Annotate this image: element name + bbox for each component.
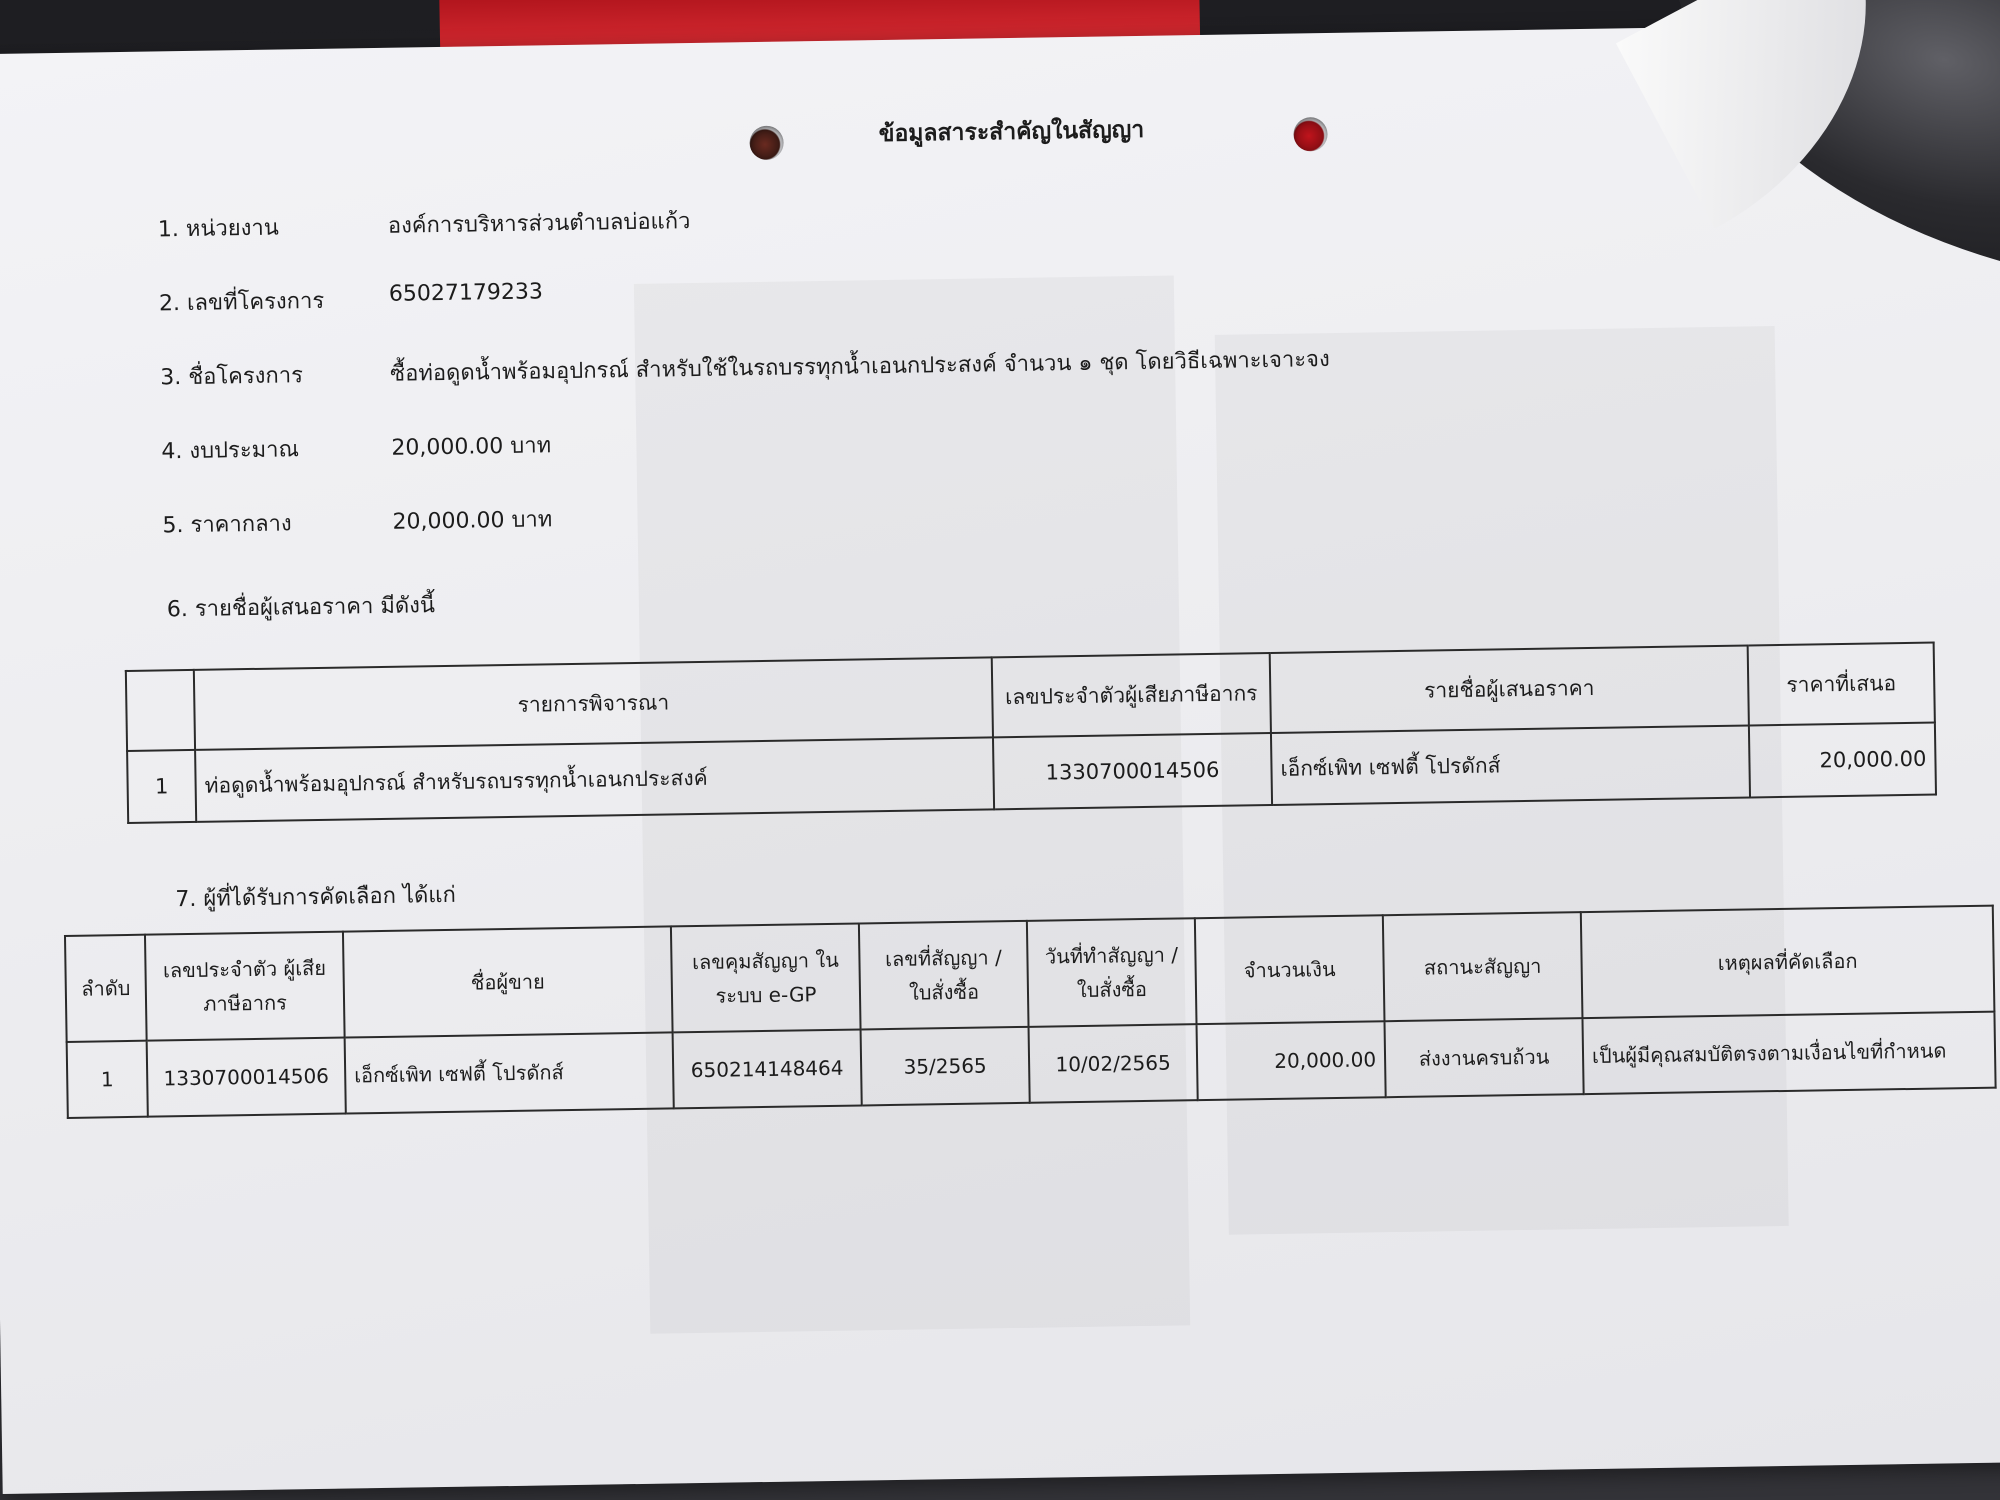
field-label: 1. หน่วยงาน xyxy=(157,215,279,243)
table-header-cell: เหตุผลที่คัดเลือก xyxy=(1581,906,1995,1018)
table-header-cell: เลขคุมสัญญา ในระบบ e-GP xyxy=(671,923,861,1032)
table-header-cell: สถานะสัญญา xyxy=(1383,912,1583,1021)
table-cell: ส่งงานครบถ้วน xyxy=(1384,1018,1583,1097)
table-header-cell: วันที่ทำสัญญา / ใบสั่งซื้อ xyxy=(1027,918,1197,1027)
table-header-cell: รายการพิจารณา xyxy=(194,657,993,750)
field-label: 2. เลขที่โครงการ xyxy=(158,288,325,317)
table-cell: 650214148464 xyxy=(673,1029,862,1108)
table-cell: 1 xyxy=(67,1041,148,1118)
table-header-cell: ราคาที่เสนอ xyxy=(1748,643,1935,726)
field-value: 20,000.00 บาท xyxy=(391,433,552,461)
table-cell: 20,000.00 xyxy=(1197,1021,1386,1100)
table-cell: ท่อดูดน้ำพร้อมอุปกรณ์ สำหรับรถบรรทุกน้ำเอนกประสงค์ xyxy=(195,737,994,822)
field-value: 65027179233 xyxy=(388,279,544,307)
selected-vendor-table xyxy=(64,905,1997,1119)
table-header-cell: ลำดับ xyxy=(65,935,147,1042)
table-header-cell xyxy=(126,670,195,751)
field-value: ซื้อท่อดูดน้ำพร้อมอุปกรณ์ สำหรับใช้ในรถบรรทุกน้ำเอนกประสงค์ จำนวน ๑ ชุด โดยวิธีเฉพาะเจาะจง xyxy=(390,347,1330,387)
field-value: องค์การบริหารส่วนตำบลบ่อแก้ว xyxy=(387,209,691,239)
table-cell: เอ็กซ์เพิท เซฟตี้ โปรดักส์ xyxy=(345,1032,674,1113)
table-header-cell: รายชื่อผู้เสนอราคา xyxy=(1270,645,1749,732)
field-label: 3. ชื่อโครงการ xyxy=(160,363,304,391)
document-page xyxy=(0,22,2000,1494)
bidders-table xyxy=(125,642,1937,824)
table-cell: 1330700014506 xyxy=(993,733,1272,809)
field-value: 20,000.00 บาท xyxy=(392,507,553,535)
table-header-cell: จำนวนเงิน xyxy=(1195,915,1385,1024)
table-cell: 10/02/2565 xyxy=(1029,1024,1198,1103)
table-cell: 35/2565 xyxy=(861,1027,1030,1106)
section6-heading: 6. รายชื่อผู้เสนอราคา มีดังนี้ xyxy=(166,593,436,623)
table-header-cell: ชื่อผู้ขาย xyxy=(343,926,673,1037)
table-cell: 1330700014506 xyxy=(147,1038,346,1117)
table-cell: เอ็กซ์เพิท เซฟตี้ โปรดักส์ xyxy=(1271,725,1750,804)
table-header-cell: เลขประจำตัว ผู้เสียภาษีอากร xyxy=(145,932,345,1041)
field-label: 5. ราคากลาง xyxy=(162,511,292,539)
document-title: ข้อมูลสาระสำคัญในสัญญา xyxy=(878,116,1145,148)
table-cell: 20,000.00 xyxy=(1749,723,1936,798)
field-label: 4. งบประมาณ xyxy=(161,437,300,465)
table-header-cell: เลขที่สัญญา / ใบสั่งซื้อ xyxy=(859,921,1029,1030)
section7-heading: 7. ผู้ที่ได้รับการคัดเลือก ได้แก่ xyxy=(175,882,456,913)
table-cell: เป็นผู้มีคุณสมบัติตรงตามเงื่อนไขที่กำหนด xyxy=(1582,1012,1995,1094)
table-cell: 1 xyxy=(127,750,196,823)
table-header-cell: เลขประจำตัวผู้เสียภาษีอากร xyxy=(992,653,1271,737)
